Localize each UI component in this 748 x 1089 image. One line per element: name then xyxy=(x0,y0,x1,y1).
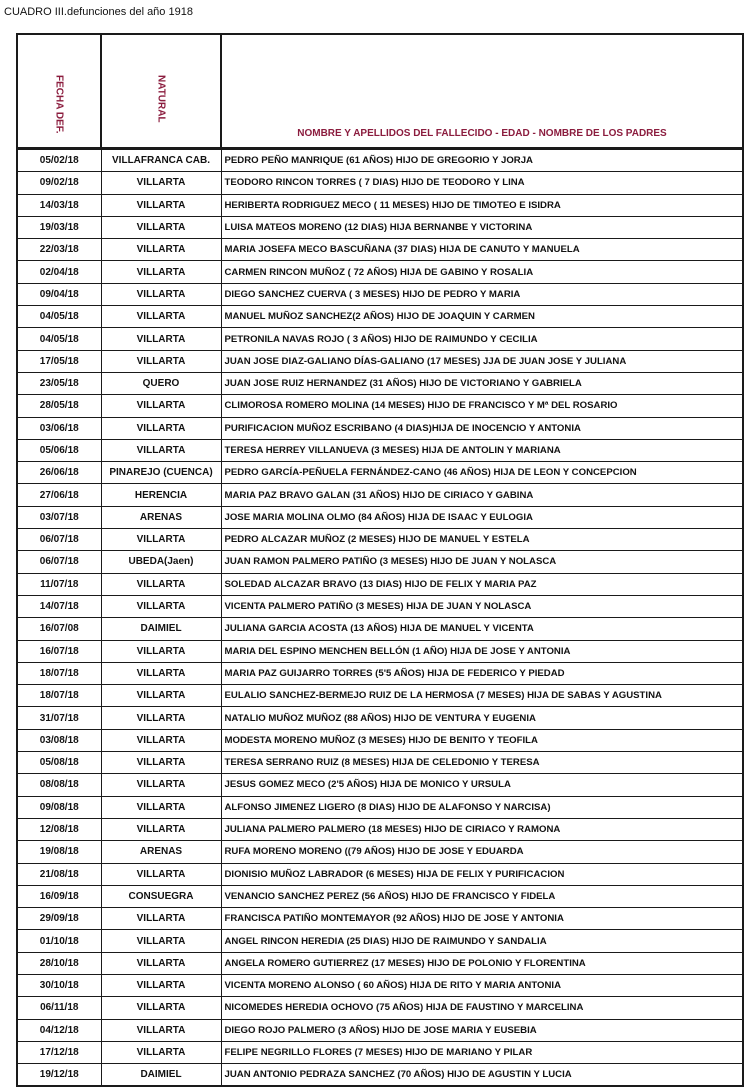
birthplace-cell: VILLARTA xyxy=(101,796,221,818)
table-row xyxy=(17,439,743,461)
deceased-info-cell: DIEGO SANCHEZ CUERVA ( 3 MESES) HIJO DE PEDRO Y MARIA xyxy=(221,283,743,305)
deceased-info-cell: PEDRO GARCÍA-PEÑUELA FERNÁNDEZ-CANO (46 AÑOS) HIJA DE LEON Y CONCEPCION xyxy=(221,462,743,484)
death-date-cell: 23/05/18 xyxy=(17,372,101,394)
death-date-cell: 18/07/18 xyxy=(17,685,101,707)
table-row xyxy=(17,462,743,484)
table-row xyxy=(17,328,743,350)
table-row xyxy=(17,529,743,551)
deceased-info-cell: CLIMOROSA ROMERO MOLINA (14 MESES) HIJO DE FRANCISCO Y Mª DEL ROSARIO xyxy=(221,395,743,417)
deceased-info-cell: TERESA HERREY VILLANUEVA (3 MESES) HIJA DE ANTOLIN Y MARIANA xyxy=(221,439,743,461)
deceased-info-cell: JUAN ANTONIO PEDRAZA SANCHEZ (70 AÑOS) HIJO DE AGUSTIN Y LUCIA xyxy=(221,1064,743,1087)
death-date-cell: 14/07/18 xyxy=(17,595,101,617)
death-date-cell: 06/11/18 xyxy=(17,997,101,1019)
birthplace-cell: VILLARTA xyxy=(101,194,221,216)
birthplace-cell: VILLARTA xyxy=(101,439,221,461)
death-date-cell: 14/03/18 xyxy=(17,194,101,216)
table-row xyxy=(17,952,743,974)
death-date-cell: 28/05/18 xyxy=(17,395,101,417)
death-date-cell: 21/08/18 xyxy=(17,863,101,885)
death-date-cell: 30/10/18 xyxy=(17,974,101,996)
deceased-info-cell: VICENTA MORENO ALONSO ( 60 AÑOS) HIJA DE RITO Y MARIA ANTONIA xyxy=(221,974,743,996)
death-date-cell: 31/07/18 xyxy=(17,707,101,729)
table-row xyxy=(17,1019,743,1041)
death-date-cell: 04/05/18 xyxy=(17,306,101,328)
death-date-cell: 01/10/18 xyxy=(17,930,101,952)
birthplace-cell: DAIMIEL xyxy=(101,618,221,640)
birthplace-cell: VILLARTA xyxy=(101,261,221,283)
table-row xyxy=(17,685,743,707)
deceased-info-cell: JESUS GOMEZ MECO (2'5 AÑOS) HIJA DE MONICO Y URSULA xyxy=(221,774,743,796)
table-row xyxy=(17,997,743,1019)
birthplace-cell: ARENAS xyxy=(101,841,221,863)
birthplace-cell: VILLARTA xyxy=(101,974,221,996)
birthplace-cell: VILLARTA xyxy=(101,1019,221,1041)
deceased-info-cell: JUAN JOSE DIAZ-GALIANO DÍAS-GALIANO (17 MESES) JJA DE JUAN JOSE Y JULIANA xyxy=(221,350,743,372)
death-date-cell: 04/05/18 xyxy=(17,328,101,350)
deceased-info-cell: TERESA SERRANO RUIZ (8 MESES) HIJA DE CELEDONIO Y TERESA xyxy=(221,752,743,774)
table-row xyxy=(17,306,743,328)
birthplace-cell: VILLARTA xyxy=(101,239,221,261)
birthplace-cell: VILLARTA xyxy=(101,573,221,595)
birthplace-cell: PINAREJO (CUENCA) xyxy=(101,462,221,484)
birthplace-cell: VILLARTA xyxy=(101,417,221,439)
birthplace-cell: VILLARTA xyxy=(101,306,221,328)
death-date-cell: 12/08/18 xyxy=(17,818,101,840)
birthplace-cell: VILLARTA xyxy=(101,1041,221,1063)
table-row xyxy=(17,261,743,283)
death-date-cell: 05/06/18 xyxy=(17,439,101,461)
deceased-info-cell: NICOMEDES HEREDIA OCHOVO (75 AÑOS) HIJA DE FAUSTINO Y MARCELINA xyxy=(221,997,743,1019)
birthplace-cell: VILLARTA xyxy=(101,172,221,194)
deceased-info-cell: ANGEL RINCON HEREDIA (25 DIAS) HIJO DE RAIMUNDO Y SANDALIA xyxy=(221,930,743,952)
deceased-info-cell: JOSE MARIA MOLINA OLMO (84 AÑOS) HIJA DE ISAAC Y EULOGIA xyxy=(221,506,743,528)
deceased-info-cell: ALFONSO JIMENEZ LIGERO (8 DIAS) HIJO DE ALAFONSO Y NARCISA) xyxy=(221,796,743,818)
table-row xyxy=(17,149,743,172)
death-date-cell: 09/08/18 xyxy=(17,796,101,818)
birthplace-cell: UBEDA(Jaen) xyxy=(101,551,221,573)
table-row xyxy=(17,930,743,952)
table-row xyxy=(17,1064,743,1087)
deceased-info-cell: VICENTA PALMERO PATIÑO (3 MESES) HIJA DE JUAN Y NOLASCA xyxy=(221,595,743,617)
birthplace-cell: CONSUEGRA xyxy=(101,885,221,907)
death-date-cell: 18/07/18 xyxy=(17,662,101,684)
birthplace-cell: VILLARTA xyxy=(101,908,221,930)
table-row xyxy=(17,484,743,506)
death-date-cell: 17/05/18 xyxy=(17,350,101,372)
deceased-info-cell: MARIA DEL ESPINO MENCHEN BELLÓN (1 AÑO) HIJA DE JOSE Y ANTONIA xyxy=(221,640,743,662)
birthplace-cell: VILLAFRANCA CAB. xyxy=(101,149,221,172)
table-row xyxy=(17,372,743,394)
birthplace-cell: VILLARTA xyxy=(101,529,221,551)
deceased-info-cell: SOLEDAD ALCAZAR BRAVO (13 DIAS) HIJO DE FELIX Y MARIA PAZ xyxy=(221,573,743,595)
birthplace-cell: VILLARTA xyxy=(101,216,221,238)
deceased-info-cell: JUAN RAMON PALMERO PATIÑO (3 MESES) HIJO DE JUAN Y NOLASCA xyxy=(221,551,743,573)
deceased-info-cell: ANGELA ROMERO GUTIERREZ (17 MESES) HIJO DE POLONIO Y FLORENTINA xyxy=(221,952,743,974)
deceased-info-cell: MARIA PAZ GUIJARRO TORRES (5'5 AÑOS) HIJA DE FEDERICO Y PIEDAD xyxy=(221,662,743,684)
table-row xyxy=(17,885,743,907)
death-date-cell: 11/07/18 xyxy=(17,573,101,595)
deceased-info-cell: FELIPE NEGRILLO FLORES (7 MESES) HIJO DE MARIANO Y PILAR xyxy=(221,1041,743,1063)
birthplace-cell: VILLARTA xyxy=(101,328,221,350)
deceased-info-cell: PETRONILA NAVAS ROJO ( 3 AÑOS) HIJO DE RAIMUNDO Y CECILIA xyxy=(221,328,743,350)
table-row xyxy=(17,239,743,261)
death-date-cell: 02/04/18 xyxy=(17,261,101,283)
deceased-info-cell: CARMEN RINCON MUÑOZ ( 72 AÑOS) HIJA DE GABINO Y ROSALIA xyxy=(221,261,743,283)
birthplace-cell: VILLARTA xyxy=(101,707,221,729)
birthplace-cell: QUERO xyxy=(101,372,221,394)
birthplace-cell: VILLARTA xyxy=(101,283,221,305)
death-date-cell: 09/04/18 xyxy=(17,283,101,305)
table-row xyxy=(17,796,743,818)
header-natural-label: NATURAL xyxy=(155,75,167,123)
deceased-info-cell: LUISA MATEOS MORENO (12 DIAS) HIJA BERNANBE Y VICTORINA xyxy=(221,216,743,238)
deceased-info-cell: FRANCISCA PATIÑO MONTEMAYOR (92 AÑOS) HIJO DE JOSE Y ANTONIA xyxy=(221,908,743,930)
birthplace-cell: DAIMIEL xyxy=(101,1064,221,1087)
table-row xyxy=(17,974,743,996)
birthplace-cell: VILLARTA xyxy=(101,752,221,774)
birthplace-cell: VILLARTA xyxy=(101,685,221,707)
death-date-cell: 28/10/18 xyxy=(17,952,101,974)
birthplace-cell: VILLARTA xyxy=(101,774,221,796)
table-row xyxy=(17,662,743,684)
table-row xyxy=(17,573,743,595)
table-row xyxy=(17,350,743,372)
deceased-info-cell: RUFA MORENO MORENO ((79 AÑOS) HIJO DE JOSE Y EDUARDA xyxy=(221,841,743,863)
table-row xyxy=(17,908,743,930)
birthplace-cell: VILLARTA xyxy=(101,930,221,952)
deceased-info-cell: HERIBERTA RODRIGUEZ MECO ( 11 MESES) HIJO DE TIMOTEO E ISIDRA xyxy=(221,194,743,216)
death-date-cell: 19/08/18 xyxy=(17,841,101,863)
birthplace-cell: VILLARTA xyxy=(101,952,221,974)
deceased-info-cell: PEDRO ALCAZAR MUÑOZ (2 MESES) HIJO DE MANUEL Y ESTELA xyxy=(221,529,743,551)
header-natural xyxy=(101,34,221,149)
death-date-cell: 16/07/08 xyxy=(17,618,101,640)
table-row xyxy=(17,506,743,528)
table-row xyxy=(17,774,743,796)
death-date-cell: 08/08/18 xyxy=(17,774,101,796)
deceased-info-cell: MANUEL MUÑOZ SANCHEZ(2 AÑOS) HIJO DE JOAQUIN Y CARMEN xyxy=(221,306,743,328)
death-date-cell: 06/07/18 xyxy=(17,551,101,573)
deceased-info-cell: NATALIO MUÑOZ MUÑOZ (88 AÑOS) HIJO DE VENTURA Y EUGENIA xyxy=(221,707,743,729)
table-row xyxy=(17,283,743,305)
deceased-info-cell: TEODORO RINCON TORRES ( 7 DIAS) HIJO DE TEODORO Y LINA xyxy=(221,172,743,194)
table-row xyxy=(17,863,743,885)
deceased-info-cell: JULIANA GARCIA ACOSTA (13 AÑOS) HIJA DE MANUEL Y VICENTA xyxy=(221,618,743,640)
death-date-cell: 05/02/18 xyxy=(17,149,101,172)
deceased-info-cell: VENANCIO SANCHEZ PEREZ (56 AÑOS) HIJO DE FRANCISCO Y FIDELA xyxy=(221,885,743,907)
death-date-cell: 04/12/18 xyxy=(17,1019,101,1041)
header-fecha-label: FECHA DEF. xyxy=(53,75,65,134)
document-title: CUADRO III.defunciones del año 1918 xyxy=(4,6,193,18)
table-row xyxy=(17,595,743,617)
death-date-cell: 03/08/18 xyxy=(17,729,101,751)
header-row xyxy=(17,34,743,149)
birthplace-cell: VILLARTA xyxy=(101,595,221,617)
birthplace-cell: VILLARTA xyxy=(101,395,221,417)
header-nombre-label: NOMBRE Y APELLIDOS DEL FALLECIDO - EDAD - NOMBRE DE LOS PADRES xyxy=(297,128,667,139)
table-row xyxy=(17,194,743,216)
table-row xyxy=(17,841,743,863)
table-row xyxy=(17,551,743,573)
table-row xyxy=(17,729,743,751)
death-date-cell: 22/03/18 xyxy=(17,239,101,261)
deceased-info-cell: MARIA JOSEFA MECO BASCUÑANA (37 DIAS) HIJA DE CANUTO Y MANUELA xyxy=(221,239,743,261)
table-row xyxy=(17,640,743,662)
table-row xyxy=(17,172,743,194)
birthplace-cell: VILLARTA xyxy=(101,818,221,840)
deceased-info-cell: JUAN JOSE RUIZ HERNANDEZ (31 AÑOS) HIJO DE VICTORIANO Y GABRIELA xyxy=(221,372,743,394)
deaths-table xyxy=(16,33,744,1087)
deceased-info-cell: PEDRO PEÑO MANRIQUE (61 AÑOS) HIJO DE GREGORIO Y JORJA xyxy=(221,149,743,172)
birthplace-cell: VILLARTA xyxy=(101,640,221,662)
death-date-cell: 26/06/18 xyxy=(17,462,101,484)
death-date-cell: 19/12/18 xyxy=(17,1064,101,1087)
death-date-cell: 06/07/18 xyxy=(17,529,101,551)
birthplace-cell: VILLARTA xyxy=(101,729,221,751)
deceased-info-cell: MARIA PAZ BRAVO GALAN (31 AÑOS) HIJO DE CIRIACO Y GABINA xyxy=(221,484,743,506)
death-date-cell: 16/07/18 xyxy=(17,640,101,662)
deceased-info-cell: JULIANA PALMERO PALMERO (18 MESES) HIJO DE CIRIACO Y RAMONA xyxy=(221,818,743,840)
table-row xyxy=(17,395,743,417)
table-row xyxy=(17,417,743,439)
table-row xyxy=(17,752,743,774)
deceased-info-cell: PURIFICACION MUÑOZ ESCRIBANO (4 DIAS)HIJA DE INOCENCIO Y ANTONIA xyxy=(221,417,743,439)
death-date-cell: 05/08/18 xyxy=(17,752,101,774)
birthplace-cell: VILLARTA xyxy=(101,863,221,885)
death-date-cell: 09/02/18 xyxy=(17,172,101,194)
birthplace-cell: VILLARTA xyxy=(101,350,221,372)
death-date-cell: 03/07/18 xyxy=(17,506,101,528)
death-date-cell: 27/06/18 xyxy=(17,484,101,506)
deceased-info-cell: MODESTA MORENO MUÑOZ (3 MESES) HIJO DE BENITO Y TEOFILA xyxy=(221,729,743,751)
table-row xyxy=(17,818,743,840)
header-nombre xyxy=(221,34,743,149)
death-date-cell: 03/06/18 xyxy=(17,417,101,439)
deceased-info-cell: DIEGO ROJO PALMERO (3 AÑOS) HIJO DE JOSE MARIA Y EUSEBIA xyxy=(221,1019,743,1041)
birthplace-cell: HERENCIA xyxy=(101,484,221,506)
table-row xyxy=(17,1041,743,1063)
birthplace-cell: VILLARTA xyxy=(101,662,221,684)
table-row xyxy=(17,618,743,640)
death-date-cell: 29/09/18 xyxy=(17,908,101,930)
death-date-cell: 19/03/18 xyxy=(17,216,101,238)
birthplace-cell: ARENAS xyxy=(101,506,221,528)
table-row xyxy=(17,707,743,729)
birthplace-cell: VILLARTA xyxy=(101,997,221,1019)
table-row xyxy=(17,216,743,238)
death-date-cell: 16/09/18 xyxy=(17,885,101,907)
deceased-info-cell: DIONISIO MUÑOZ LABRADOR (6 MESES) HIJA DE FELIX Y PURIFICACION xyxy=(221,863,743,885)
deceased-info-cell: EULALIO SANCHEZ-BERMEJO RUIZ DE LA HERMOSA (7 MESES) HIJA DE SABAS Y AGUSTINA xyxy=(221,685,743,707)
header-fecha xyxy=(17,34,101,149)
death-date-cell: 17/12/18 xyxy=(17,1041,101,1063)
